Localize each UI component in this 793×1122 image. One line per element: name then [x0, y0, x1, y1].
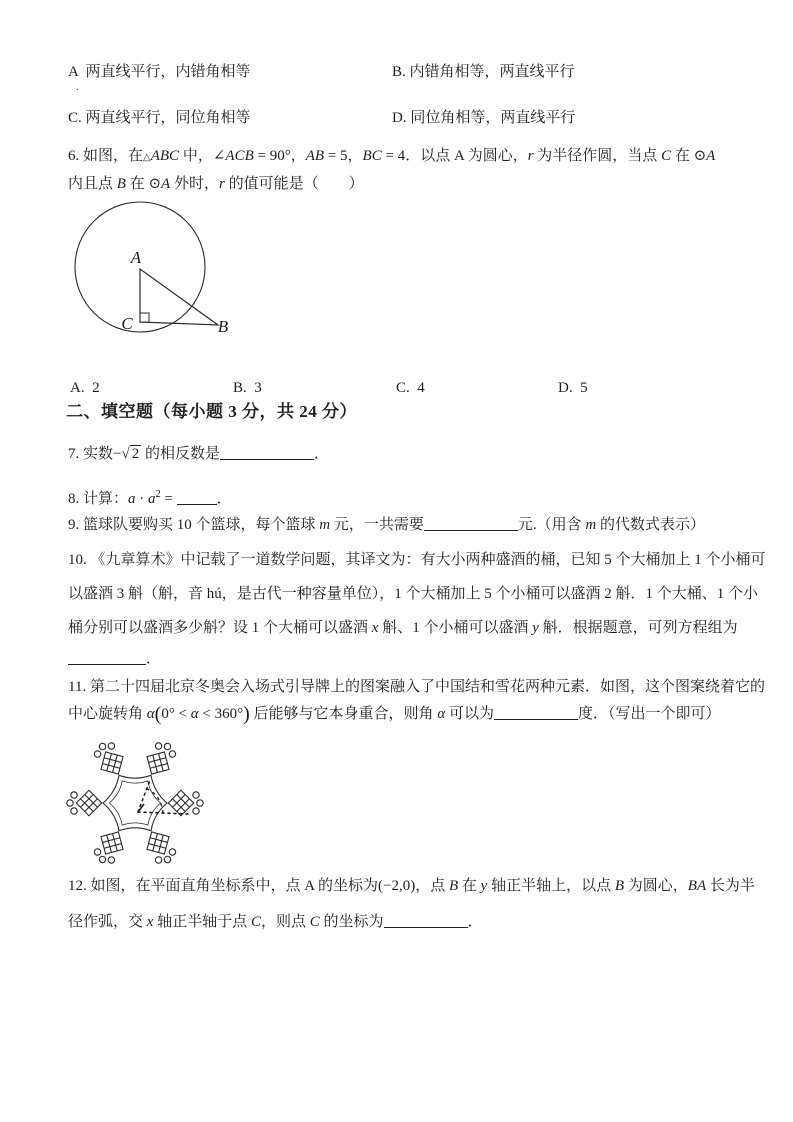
text-run: m — [585, 517, 597, 533]
text-run: ( — [154, 703, 162, 725]
text-run: ⊙ — [693, 148, 707, 164]
text-run: ，点 — [415, 878, 449, 894]
text-run: C — [309, 914, 320, 930]
vertex-label-C: C — [121, 314, 133, 333]
text-run: ．以点 A 为圆心， — [405, 148, 528, 164]
text-run: 的相反数是 — [141, 446, 220, 462]
question-11-line-1: 11. 第二十四届北京冬奥会入场式引导牌上的图案融入了中国结和雪花两种元素．如图，这个图案绕着它的 — [68, 679, 765, 695]
q6-circle-triangle-figure — [62, 197, 232, 342]
text-run: r — [527, 148, 534, 164]
knot-ring-inner — [109, 781, 160, 825]
text-run: 2 — [155, 489, 161, 500]
text-run: A — [161, 176, 171, 192]
text-run: B — [448, 878, 459, 894]
q5-option-d: D. 同位角相等，两直线平行 — [392, 110, 576, 126]
text-run: 在 — [671, 148, 694, 164]
text-run: 桶分别可以盛酒多少斛？设 1 个大桶可以盛酒 — [68, 620, 372, 636]
text-run: AB — [305, 148, 325, 164]
text-run: 度．（写出一个即可） — [577, 706, 721, 722]
text-run: ， — [290, 148, 306, 164]
text-run: = 90° — [253, 148, 291, 164]
text-run: 外时， — [170, 176, 219, 192]
text-run: ∠ — [212, 148, 226, 164]
text-run: 长为半 — [706, 878, 755, 894]
q6-option-a: A. 2 — [70, 380, 100, 396]
text-run: − — [113, 446, 122, 462]
q5-option-b: B. 内错角相等，两直线平行 — [392, 64, 575, 80]
text-run: 内且点 — [68, 176, 117, 192]
rotation-angle-marker — [138, 780, 188, 814]
text-run: C — [661, 148, 672, 164]
text-run: a — [148, 491, 156, 507]
text-run: 斛．根据题意，可列方程组为 — [538, 620, 738, 636]
text-run: · — [135, 491, 149, 507]
text-run: BC — [362, 148, 382, 164]
text-run: ⊙ — [148, 176, 162, 192]
text-run: 为半径作圆，当点 — [533, 148, 662, 164]
question-12-line-2 — [68, 912, 483, 933]
text-run: = — [160, 491, 177, 507]
text-run: ，则点 — [260, 914, 310, 930]
text-run: B — [614, 878, 625, 894]
triangle-ACB — [140, 269, 218, 325]
text-run: 2 — [131, 446, 140, 462]
question-6-line-1 — [68, 146, 715, 168]
text-run: 8. 计算： — [68, 491, 129, 507]
text-run: √ — [121, 446, 130, 462]
text-run: α — [437, 706, 446, 722]
text-run: = 5 — [324, 148, 348, 164]
q5-option-c: C. 两直线平行，同位角相等 — [68, 110, 251, 126]
q6-option-d: D. 5 — [558, 380, 588, 396]
text-run: 后能够与它本身重合，则角 — [249, 706, 438, 722]
text-run: 中心旋转角 — [68, 706, 147, 722]
question-9 — [68, 515, 705, 536]
text-run: ． — [146, 651, 162, 667]
text-run: 的坐标为 — [319, 914, 384, 930]
question-10-line-3 — [68, 618, 738, 639]
text-run: ) — [243, 703, 250, 725]
stray-mark: . — [76, 82, 79, 93]
text-run: 7. 实数 — [68, 446, 114, 462]
text-run: ． — [467, 914, 483, 930]
text-run: α — [190, 706, 199, 722]
text-run: < 360° — [198, 706, 244, 722]
knot-motif-upper-right — [141, 737, 181, 780]
knot-motif-left — [67, 790, 102, 815]
answer-blank — [384, 913, 468, 928]
question-6-line-2 — [68, 174, 364, 195]
text-run: ． — [216, 491, 232, 507]
question-10-line-2: 以盛酒 3 斛（斛，音 hú，是古代一种容量单位），1 个大桶加上 5 个小桶可以盛酒 2 斛．1 个大桶、1 个小 — [68, 586, 759, 602]
question-10-line-4 — [68, 649, 161, 670]
q6-option-c: C. 4 — [396, 380, 425, 396]
text-run: 轴正半轴上，以点 — [487, 878, 615, 894]
answer-blank — [68, 650, 146, 665]
text-run: C — [250, 914, 261, 930]
vertex-label-B: B — [217, 317, 229, 336]
text-run: (−2,0) — [378, 878, 416, 894]
answer-blank — [177, 490, 217, 505]
text-run: B — [116, 176, 126, 192]
text-run: y — [480, 878, 488, 894]
text-run: 元.（用含 — [517, 517, 586, 533]
question-12-line-1 — [68, 876, 755, 897]
vertex-label-A: A — [130, 248, 142, 267]
knot-motif-lower-left — [90, 826, 130, 869]
right-angle-marker — [140, 313, 149, 322]
text-run: 6. 如图，在 — [68, 148, 144, 164]
text-run: 斛、1 个小桶可以盛酒 — [378, 620, 533, 636]
text-run: 轴正半轴于点 — [153, 914, 251, 930]
text-run: 元，一共需要 — [330, 517, 424, 533]
text-run: 径作弧，交 — [68, 914, 147, 930]
q6-option-b: B. 3 — [233, 380, 262, 396]
answer-blank — [220, 445, 314, 460]
text-run: α — [146, 706, 155, 722]
text-run: 为圆心， — [624, 878, 688, 894]
knot-motif-right — [168, 790, 203, 815]
text-run: ACB — [225, 148, 254, 164]
question-7 — [68, 444, 329, 465]
section-2-header: 二、填空题（每小题 3 分，共 24 分） — [66, 402, 357, 421]
text-run: 0° < — [161, 706, 191, 722]
question-8 — [68, 484, 232, 510]
text-run: r — [218, 176, 225, 192]
text-run: 中， — [179, 148, 213, 164]
text-run: △ — [143, 152, 151, 163]
text-run: = 4 — [381, 148, 406, 164]
text-run: y — [532, 620, 539, 636]
text-run: 12. 如图，在平面直角坐标系中，点 A 的坐标为 — [68, 878, 379, 894]
text-run: 9. 篮球队要购买 10 个篮球，每个篮球 — [68, 517, 320, 533]
text-run: 的值可能是（ ） — [224, 176, 364, 192]
answer-blank — [494, 705, 578, 720]
text-run: 的代数式表示） — [596, 517, 705, 533]
q11-snowflake-knot-figure — [63, 743, 243, 873]
text-run: x — [371, 620, 379, 636]
text-run: ABC — [150, 148, 180, 164]
text-run: ． — [313, 446, 329, 462]
knot-motif-upper-left — [90, 737, 130, 780]
knot-ring-outer — [103, 775, 167, 830]
knot-motif-lower-right — [141, 826, 181, 869]
question-11-line-2 — [68, 704, 720, 725]
text-run: x — [146, 914, 154, 930]
text-run: A — [706, 148, 716, 164]
answer-blank — [424, 516, 518, 531]
text-run: a — [128, 491, 136, 507]
text-run: 可以为 — [445, 706, 494, 722]
text-run: 在 — [125, 176, 149, 192]
question-10-line-1: 10. 《九章算术》中记载了一道数学问题，其译文为：有大小两种盛酒的桶，已知 5 个大桶加上 1 个小桶可 — [68, 552, 766, 568]
q5-option-a: A 两直线平行，内错角相等 — [68, 64, 251, 80]
text-run: BA — [687, 878, 707, 894]
text-run: m — [319, 517, 331, 533]
text-run: ， — [347, 148, 363, 164]
text-run: 在 — [458, 878, 481, 894]
